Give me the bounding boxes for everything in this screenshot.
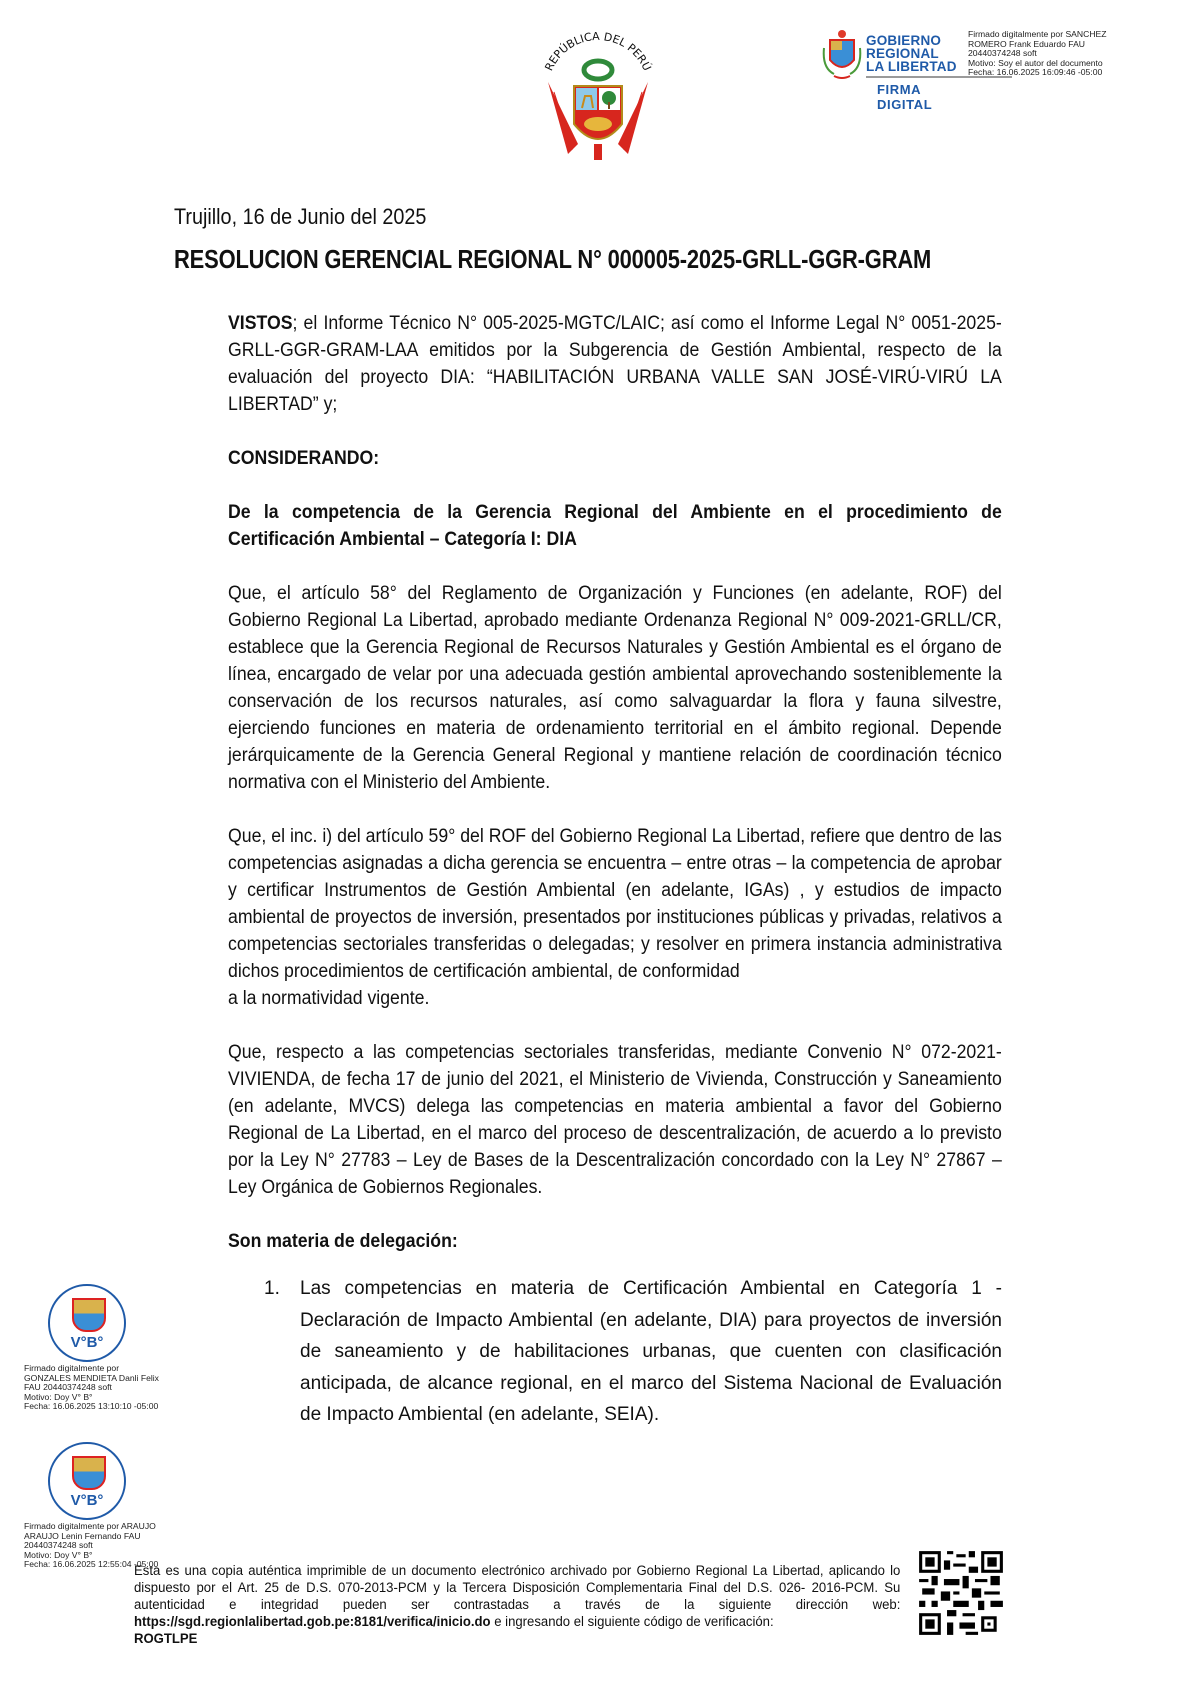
document-date: Trujillo, 16 de Junio del 2025: [174, 204, 427, 229]
resolution-title: RESOLUCION GERENCIAL REGIONAL N° 000005-2025-GRLL-GGR-GRAM: [174, 246, 932, 274]
vobo-stamp: [24, 1442, 184, 1570]
paragraph-text: Que, respecto a las competencias sectoriales transferidas, mediante Convenio N° 072-2021-VIVIENDA, de fecha 17 de junio del 2021, el Ministerio de Vivienda, Construcción y Saneamiento (en adelante, MVCS) delega las competencias en materia ambiental a favor del Gobierno Regional de La Libertad, en el marco del proceso de descentralización, de acuerdo a lo previsto por la Ley N° 27783 – Ley de Bases de la Descentralización concordado con la Ley N° 27867 – Ley Orgánica de Gobiernos Regionales.: [228, 1042, 1002, 1198]
gobierno-regional-logo: [822, 28, 972, 112]
paragraph-art59-end: [228, 985, 1002, 1012]
considerando-label: CONSIDERANDO:: [228, 448, 380, 469]
peru-coat-of-arms-icon: [538, 14, 658, 166]
stamp-line: Firmado digitalmente por: [24, 1363, 120, 1373]
verification-link[interactable]: https://sgd.regionlalibertad.gob.pe:8181/verifica/inicio.do: [134, 1614, 491, 1629]
paragraph-art59: [228, 823, 1002, 985]
delegation-heading: [228, 1228, 1002, 1255]
stamp-signature: [24, 1364, 184, 1412]
gov-logo-line2: REGIONAL: [866, 46, 939, 61]
list-item-number: 1.: [264, 1278, 280, 1299]
qr-code-icon: [916, 1548, 1006, 1638]
footer-text: Esta es una copia auténtica imprimible de un documento electrónico archivado por Gobierno Regional La Libertad, aplicando lo dispuesto por el Art. 25 de D.S. 070-2013-PCM y la Tercera Disposición Complementaria Final del D.S. 026- 2016-PCM. Su autenticidad e integridad pueden ser contrastadas a través de la siguiente dirección web:: [134, 1563, 901, 1612]
vistos-label: VISTOS: [228, 313, 293, 334]
digital-signature-block: [968, 30, 1188, 78]
vistos-text: ; el Informe Técnico N° 005-2025-MGTC/LAIC; así como el Informe Legal N° 0051-2025-GRLL-GGR-GRAM-LAA emitidos por la Subgerencia de Gestión Ambiental, respecto de la evaluación del proyecto DIA: “HABILITACIÓN URBANA VALLE SAN JOSÉ-VIRÚ-VIRÚ LA LIBERTAD” y;: [228, 313, 1002, 415]
gov-logo-name: [866, 34, 957, 73]
vobo-seal-text: V°B°: [70, 1334, 104, 1351]
vistos-paragraph: [228, 310, 1002, 418]
considerando-heading: [228, 445, 1002, 472]
stamp-line: Firmado digitalmente por ARAUJO: [24, 1521, 156, 1531]
vobo-seal-icon: [48, 1442, 126, 1520]
document-body: [228, 310, 1002, 1431]
authenticity-footer: [134, 1562, 900, 1647]
gov-logo-line3: LA LIBERTAD: [866, 59, 957, 74]
verification-code: ROGTLPE: [134, 1631, 198, 1646]
footer-text: e ingresando el siguiente código de verificación:: [490, 1614, 774, 1629]
vobo-stamp: [24, 1284, 184, 1412]
paragraph-convenio: [228, 1039, 1002, 1201]
paragraph-text: Que, el inc. i) del artículo 59° del ROF del Gobierno Regional La Libertad, refiere que dentro de las competencias asignadas a dicha gerencia se encuentra – entre otras – la competencia de aprobar y certificar Instrumentos de Gestión Ambiental (en adelante, IGAs) , y estudios de impacto ambiental de proyectos de inversión, presentados por instituciones públicas y privadas, relativos a competencias sectoriales transferidas o delegadas; y resolver en primera instancia administrativa dichos procedimientos de certificación ambiental, de conformidad: [228, 826, 1002, 982]
coat-of-arms-label: REPÚBLICA DEL PERÚ: [542, 29, 654, 73]
stamp-line: Fecha: 16.06.2025 12:55:04 -05:00: [24, 1559, 159, 1570]
paragraph-text: a la normatividad vigente.: [228, 988, 430, 1009]
vobo-seal-text: V°B°: [70, 1492, 104, 1509]
subheading-text: De la competencia de la Gerencia Regional del Ambiente en el procedimiento de Certificación Ambiental – Categoría I: DIA: [228, 502, 1002, 550]
paragraph-rof: [228, 580, 1002, 796]
signature-line: ROMERO Frank Eduardo FAU: [968, 38, 1086, 49]
competencia-subheading: [228, 499, 1002, 553]
vobo-seal-icon: [48, 1284, 126, 1362]
stamp-line: Motivo: Doy V° B°: [24, 1391, 93, 1402]
signature-line: Firmado digitalmente por SANCHEZ: [968, 29, 1107, 39]
stamp-line: GONZALES MENDIETA Danli Felix: [24, 1372, 159, 1383]
delegation-heading-text: Son materia de delegación:: [228, 1231, 458, 1252]
paragraph-text: Que, el artículo 58° del Reglamento de Organización y Funciones (en adelante, ROF) del Gobierno Regional La Libertad, aprobado mediante Ordenanza Regional N° 009-2021-GRLL/CR, establece que la Gerencia Regional de Recursos Naturales y Gestión Ambiental es el órgano de línea, encargado de velar por una adecuada gestión ambiental aprovechando sosteniblemente la conservación de los recursos naturales, así como salvaguardar la flora y fauna silvestre, ejerciendo funciones en materia de ordenamiento territorial en el ámbito regional. Depende jerárquicamente de la Gerencia General Regional y mantiene relación de coordinación técnico normativa con el Ministerio del Ambiente.: [228, 583, 1002, 793]
stamp-line: FAU 20440374248 soft: [24, 1382, 112, 1393]
list-item-text: Las competencias en materia de Certificación Ambiental en Categoría 1 - Declaración de Impacto Ambiental (en adelante, DIA) para proyectos de inversión de saneamiento y de habilitaciones urbanas, que cuenten con clasificación anticipada, de alcance regional, en el marco del Sistema Nacional de Evaluación de Impacto Ambiental (en adelante, SEIA).: [300, 1278, 1002, 1425]
firma-digital-label: FIRMA DIGITAL: [877, 82, 933, 112]
stamp-line: Motivo: Doy V° B°: [24, 1549, 93, 1560]
stamp-line: Fecha: 16.06.2025 13:10:10 -05:00: [24, 1401, 159, 1412]
list-item: [228, 1273, 1002, 1431]
la-libertad-shield-icon: [822, 28, 862, 82]
gov-logo-line1: GOBIERNO: [866, 33, 942, 48]
signature-line: Fecha: 16.06.2025 16:09:46 -05:00: [968, 67, 1103, 78]
stamp-line: 20440374248 soft: [24, 1540, 93, 1551]
signature-line: Motivo: Soy el autor del documento: [968, 57, 1103, 68]
stamp-line: ARAUJO Lenin Fernando FAU: [24, 1530, 141, 1541]
signature-line: 20440374248 soft: [968, 48, 1037, 59]
